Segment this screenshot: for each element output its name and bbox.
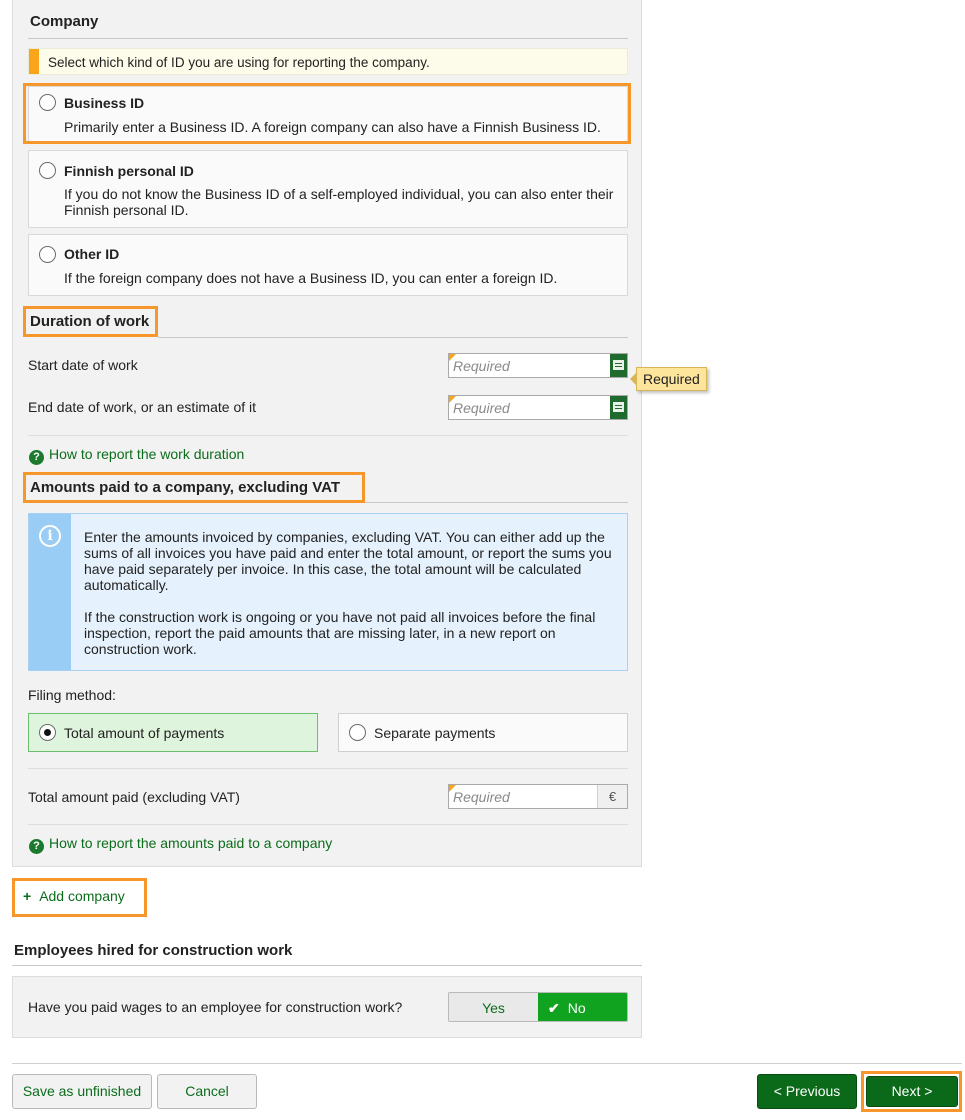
- separate-option-label: Separate payments: [374, 725, 496, 741]
- filing-option-total[interactable]: [28, 713, 318, 752]
- help-icon: ?: [29, 450, 44, 465]
- footer-divider: [12, 1063, 962, 1064]
- employees-heading: Employees hired for construction work: [14, 942, 293, 959]
- help-icon: ?: [29, 839, 44, 854]
- business-id-highlight: [23, 83, 631, 144]
- add-company-highlight: [12, 878, 147, 917]
- business-id-title: Business ID: [64, 95, 145, 111]
- info-paragraph-2: If the construction work is ongoing or you have not paid all invoices before the final inspection, report the paid amounts that are missing later, in a new report on construction work.: [84, 609, 596, 657]
- option-finnish-personal-id[interactable]: [28, 150, 628, 228]
- amounts-help-link[interactable]: [29, 835, 332, 854]
- duration-help-text: How to report the work duration: [49, 446, 245, 462]
- end-date-placeholder: Required: [453, 400, 510, 416]
- euro-symbol: €: [597, 785, 627, 808]
- calendar-icon[interactable]: [610, 354, 627, 377]
- amounts-info-box: [28, 513, 628, 671]
- note-text: Select which kind of ID you are using for reporting the company.: [48, 55, 430, 70]
- other-id-desc: If the foreign company does not have a Business ID, you can enter a foreign ID.: [64, 270, 558, 286]
- chevron-right-icon: >: [924, 1083, 933, 1099]
- duration-heading: Duration of work: [30, 313, 150, 330]
- next-label: Next: [891, 1083, 921, 1099]
- amounts-bottom-divider: [28, 824, 628, 825]
- plus-icon: +: [23, 888, 32, 904]
- total-paid-label: Total amount paid (excluding VAT): [28, 789, 240, 805]
- amounts-heading: Amounts paid to a company, excluding VAT: [30, 479, 341, 496]
- amounts-divider: [365, 502, 628, 503]
- save-unfinished-button[interactable]: Save as unfinished: [12, 1074, 152, 1109]
- finnish-personal-id-radio[interactable]: [39, 162, 56, 179]
- start-date-label: Start date of work: [28, 357, 138, 373]
- amounts-heading-highlight: [23, 472, 365, 503]
- company-divider: [28, 38, 628, 39]
- previous-button[interactable]: [757, 1074, 857, 1109]
- separate-radio[interactable]: [349, 724, 366, 741]
- other-id-radio[interactable]: [39, 246, 56, 263]
- other-id-title: Other ID: [64, 246, 120, 262]
- employees-divider: [12, 965, 642, 966]
- option-other-id[interactable]: [28, 234, 628, 296]
- info-paragraph-1: Enter the amounts invoiced by companies, excluding VAT. You can either add up the sums of all invoices you have paid and enter the total amount, or report the sums you have paid separately per invoice. In this case, the total amount will be calculated automatically.: [84, 529, 612, 593]
- total-option-label: Total amount of payments: [64, 725, 225, 741]
- end-date-input[interactable]: [448, 395, 628, 420]
- filing-option-separate[interactable]: [338, 713, 628, 752]
- filing-divider: [28, 768, 628, 769]
- no-label: No: [567, 1000, 586, 1016]
- add-company-label: Add company: [39, 888, 125, 904]
- yes-option[interactable]: Yes: [449, 993, 538, 1021]
- duration-bottom-divider: [28, 435, 628, 436]
- start-date-placeholder: Required: [453, 358, 510, 374]
- duration-heading-highlight: [23, 306, 158, 337]
- start-date-input[interactable]: [448, 353, 628, 378]
- duration-divider: [158, 337, 628, 338]
- total-paid-placeholder: Required: [453, 789, 510, 805]
- id-type-note: [28, 48, 628, 75]
- business-id-desc: Primarily enter a Business ID. A foreign company can also have a Finnish Business ID.: [64, 119, 601, 135]
- finnish-personal-id-desc: If you do not know the Business ID of a self-employed individual, you can also enter their Finnish personal ID.: [64, 186, 614, 218]
- chevron-left-icon: <: [773, 1083, 782, 1099]
- check-icon: ✔: [548, 1000, 560, 1016]
- total-radio[interactable]: [39, 724, 56, 741]
- filing-method-label: Filing method:: [28, 687, 116, 703]
- amounts-help-text: How to report the amounts paid to a company: [49, 835, 333, 851]
- finnish-personal-id-title: Finnish personal ID: [64, 163, 194, 179]
- no-option[interactable]: [538, 993, 628, 1021]
- end-date-label: End date of work, or an estimate of it: [28, 399, 257, 415]
- total-paid-input[interactable]: [448, 784, 628, 809]
- calendar-icon[interactable]: [610, 396, 627, 419]
- wages-toggle[interactable]: [448, 992, 628, 1022]
- next-highlight: [861, 1071, 962, 1112]
- info-side-bar: [29, 514, 71, 670]
- note-accent-bar: [29, 49, 39, 74]
- duration-help-link[interactable]: [29, 446, 244, 465]
- company-heading: Company: [30, 13, 99, 30]
- info-icon: i: [39, 525, 61, 547]
- cancel-button[interactable]: Cancel: [157, 1074, 257, 1109]
- required-tooltip: Required: [636, 367, 707, 391]
- wages-question: Have you paid wages to an employee for construction work?: [28, 999, 403, 1015]
- previous-label: Previous: [785, 1083, 841, 1099]
